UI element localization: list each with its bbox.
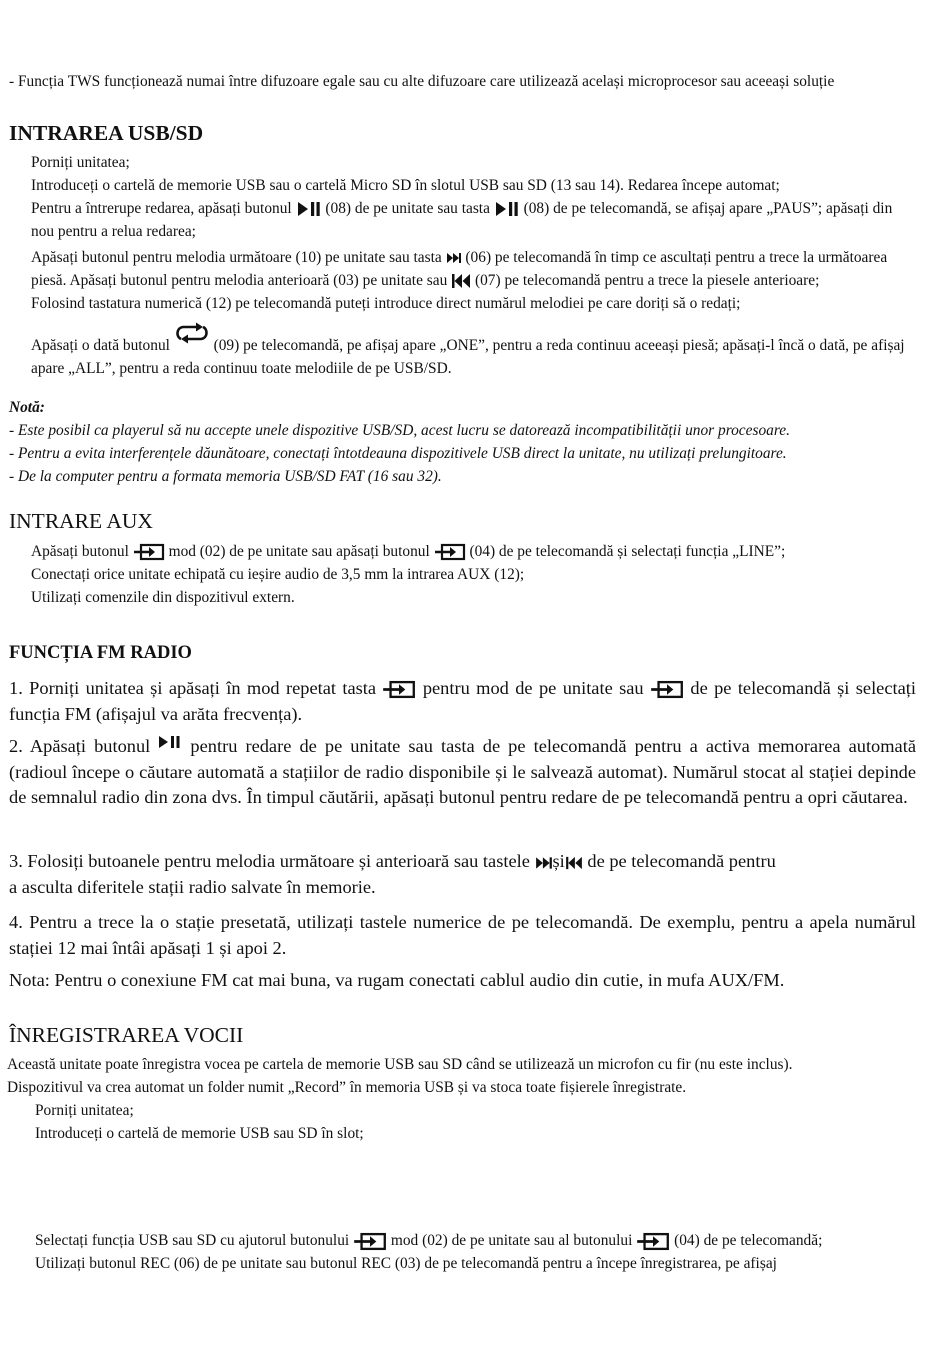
list-item xyxy=(9,586,916,609)
input-mode-icon xyxy=(353,1232,387,1251)
item-text: Apăsați butonul pentru melodia următoare (10) pe unitate sau tasta xyxy=(31,249,446,266)
item-text: Utilizați butonul REC (06) de pe unitate sau butonul REC (03) de pe telecomandă pentru a începe înregistrarea, pe afișaj xyxy=(35,1255,777,1272)
item-number xyxy=(9,334,31,357)
usb-sd-list xyxy=(9,151,916,380)
play-pause-icon xyxy=(494,200,520,218)
list-item xyxy=(9,1252,916,1275)
input-mode-icon xyxy=(434,543,466,561)
fm-paragraph-3 xyxy=(9,849,916,900)
paragraph-text: de pe telecomandă și selectați funcția FM (afișajul va arăta frecvența). xyxy=(9,678,916,724)
list-item xyxy=(9,563,916,586)
list-item xyxy=(9,1122,916,1145)
paragraph-text: pentru mod de pe unitate sau xyxy=(416,678,650,698)
input-mode-icon xyxy=(133,543,165,561)
item-text: (08) de pe telecomandă, se afișaj apare „PAUS”; apăsați din nou pentru a relua redarea; xyxy=(31,200,893,240)
usb-sd-title-text: INTRAREA USB/SD xyxy=(9,121,204,145)
item-text: Introduceți o cartelă de memorie USB sau SD în slot; xyxy=(35,1125,364,1142)
item-text: Porniți unitatea; xyxy=(35,1102,134,1119)
fm-title-text: FUNCȚIA FM RADIO xyxy=(9,643,192,663)
fm-paragraph-1 xyxy=(9,676,916,727)
aux-list xyxy=(9,540,916,609)
note-line: - De la computer pentru a formata memoria USB/SD FAT (16 sau 32). xyxy=(9,468,442,485)
list-item xyxy=(9,1229,916,1252)
item-number xyxy=(9,1229,35,1252)
item-text: mod (02) de pe unitate sau al butonului xyxy=(387,1232,637,1249)
item-text: (04) de pe telecomandă și selectați funcția „LINE”; xyxy=(465,543,786,560)
list-item xyxy=(9,246,916,292)
item-text: (07) pe telecomandă pentru a trece la piesele anterioare; xyxy=(471,272,820,289)
list-item xyxy=(9,174,916,197)
input-mode-icon xyxy=(650,680,684,699)
paragraph-text: de pe telecomandă pentru xyxy=(582,851,776,871)
rec-list-top xyxy=(9,1099,916,1145)
list-item xyxy=(9,292,916,315)
play-pause-icon xyxy=(296,200,322,218)
paragraph-text: pentru redare de pe unitate sau tasta de pe telecomandă pentru a activa memorarea automată (radioul începe o căutare automată a stațiilor de radio disponibile și le salvează automat). Numărul stocat al stației depinde de semnalul radio din zona dvs. În timpul căutării, apăsați butonul pentru redare de pe telecomandă pentru a opri căutarea. xyxy=(9,736,916,808)
item-text: (06) pe telecomandă în timp ce ascultați pentru a trece la următoarea piesă. Apăsați butonul pentru melodia anterioară (03) pe unitate sau xyxy=(31,249,888,289)
paragraph-text: Dispozitivul va crea automat un folder numit „Record” în memoria USB și va stoca toate fișierele înregistrate. xyxy=(7,1079,687,1096)
fm-paragraph-2 xyxy=(9,734,916,811)
previous-track-icon xyxy=(451,273,471,289)
list-item xyxy=(9,322,916,380)
usb-sd-title xyxy=(9,121,916,146)
input-mode-icon xyxy=(382,680,416,699)
item-text: Folosind tastatura numerică (12) pe telecomandă puteți introduce direct numărul melodiei pe care doriți să o redați; xyxy=(31,295,741,312)
item-number xyxy=(9,1122,35,1145)
paragraph-text: și xyxy=(552,851,565,871)
rec-intro xyxy=(7,1053,916,1099)
paragraph-text: 2. Apăsați butonul xyxy=(9,736,159,756)
item-number xyxy=(9,563,31,586)
item-number xyxy=(9,151,31,174)
item-number xyxy=(9,174,31,197)
previous-track-icon xyxy=(565,856,583,870)
repeat-icon xyxy=(174,322,210,344)
usb-sd-notes xyxy=(9,396,916,488)
note-line: - Pentru a evita interferențele dăunătoare, conectați întotdeauna dispozitivele USB direct la unitate, nu utilizați prelungitoare. xyxy=(9,445,787,462)
note-line: - Este posibil ca playerul să nu accepte unele dispozitive USB/SD, acest lucru se datorează incompatibilității unor procesoare. xyxy=(9,422,790,439)
item-text: (09) pe telecomandă, pe afișaj apare „ONE”, pentru a reda continuu aceeași piesă; apăsați-l încă o dată, pe afișaj apare „ALL”, pentru a reda continuu toate melodiile de pe USB/SD. xyxy=(31,337,905,377)
item-number xyxy=(9,1099,35,1122)
input-mode-icon xyxy=(636,1232,670,1251)
fm-title xyxy=(9,643,916,664)
item-text: (04) de pe telecomandă; xyxy=(670,1232,823,1249)
list-item xyxy=(9,197,916,243)
item-text: Apăsați o dată butonul xyxy=(31,337,174,354)
item-text: mod (02) de pe unitate sau apăsați butonul xyxy=(164,543,434,560)
fm-paragraph-4 xyxy=(9,910,916,961)
item-number xyxy=(9,540,31,563)
paragraph-text: Această unitate poate înregistra vocea pe cartela de memorie USB sau SD când se utilizează un microfon cu fir (nu este inclus). xyxy=(7,1056,793,1073)
paragraph-text: Nota: Pentru o conexiune FM cat mai buna, va rugam conectati cablul audio din cutie, in mufa AUX/FM. xyxy=(9,970,785,990)
item-number xyxy=(9,246,31,269)
paragraph-text: a asculta diferitele stații radio salvate în memorie. xyxy=(9,876,376,897)
tws-note xyxy=(9,70,916,93)
item-number xyxy=(9,586,31,609)
list-item xyxy=(9,151,916,174)
rec-title xyxy=(9,1023,916,1048)
aux-title xyxy=(9,509,916,534)
next-track-icon xyxy=(535,856,553,870)
item-text: Apăsați butonul xyxy=(31,543,133,560)
item-text: Porniți unitatea; xyxy=(31,154,130,171)
play-pause-icon xyxy=(158,735,182,749)
paragraph-text: 1. Porniți unitatea și apăsați în mod repetat tasta xyxy=(9,678,383,698)
fm-note xyxy=(9,968,916,994)
item-text: (08) de pe unitate sau tasta xyxy=(321,200,494,217)
item-text: Selectați funcția USB sau SD cu ajutorul butonului xyxy=(35,1232,354,1249)
tws-note-text: - Funcția TWS funcționează numai între difuzoare egale sau cu alte difuzoare care utilizează același microprocesor sau aceeași soluție xyxy=(9,73,835,90)
item-number xyxy=(9,197,31,220)
list-item xyxy=(9,540,916,563)
next-track-icon xyxy=(446,252,462,264)
paragraph-text: 3. Folosiți butoanele pentru melodia următoare și anterioară sau tastele xyxy=(9,851,535,871)
item-number xyxy=(9,292,31,315)
item-number xyxy=(9,1252,35,1275)
aux-title-text: INTRARE AUX xyxy=(9,509,153,533)
item-text: Introduceți o cartelă de memorie USB sau o cartelă Micro SD în slotul USB sau SD (13 sau 14). Redarea începe automat; xyxy=(31,177,780,194)
item-text: Pentru a întrerupe redarea, apăsați butonul xyxy=(31,200,296,217)
list-item xyxy=(9,1099,916,1122)
item-text: Conectați orice unitate echipată cu ieșire audio de 3,5 mm la intrarea AUX (12); xyxy=(31,566,525,583)
note-label: Notă: xyxy=(9,399,45,416)
item-text: Utilizați comenzile din dispozitivul extern. xyxy=(31,589,295,606)
paragraph-text: 4. Pentru a trece la o stație presetată, utilizați tastele numerice de pe telecomandă. De exemplu, pentru a apela numărul stației 12 mai întâi apăsați 1 și apoi 2. xyxy=(9,912,916,958)
rec-list-bottom xyxy=(9,1229,916,1275)
rec-title-text: ÎNREGISTRAREA VOCII xyxy=(9,1023,244,1047)
